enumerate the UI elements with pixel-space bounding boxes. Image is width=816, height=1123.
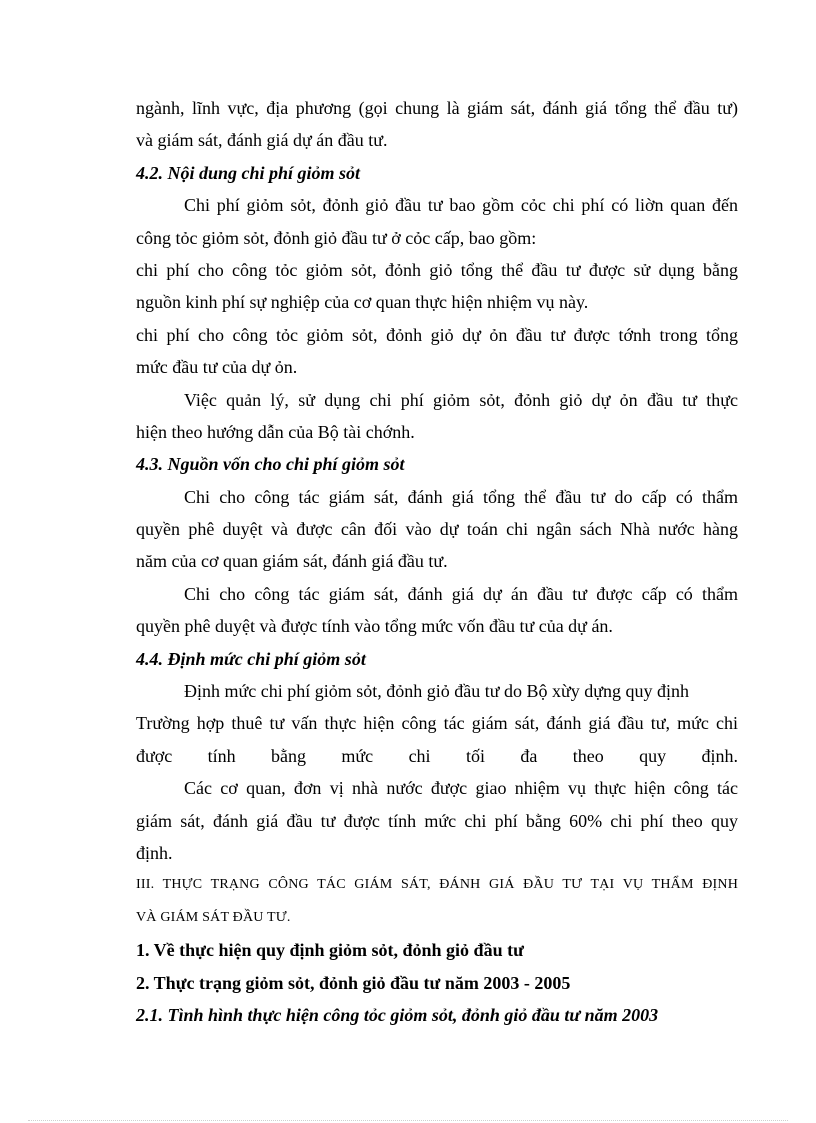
section-heading-1: 1. Về thực hiện quy định giỏm sỏt, đỏnh giỏ đầu tư	[136, 940, 524, 961]
body-text-line: hiện theo hướng dẫn của Bộ tài chớnh.	[136, 421, 415, 442]
body-text-line: định.	[136, 842, 173, 863]
section-heading-2: 2. Thực trạng giỏm sỏt, đỏnh giỏ đầu tư năm 2003 - 2005	[136, 972, 571, 993]
body-text-line: nguồn kinh phí sự nghiệp của cơ quan thực hiện nhiệm vụ này.	[136, 292, 589, 313]
chapter-heading-iii-cont: VÀ GIÁM SÁT ĐẦU TƯ.	[136, 909, 291, 925]
body-text-line: và giám sát, đánh giá dự án đầu tư.	[136, 130, 388, 151]
body-text-line: Định mức chi phí giỏm sỏt, đỏnh giỏ đầu tư do Bộ xừy dựng quy định	[184, 681, 690, 702]
body-text-line: Trường hợp thuê tư vấn thực hiện công tác giám sát, đánh giá đầu tư, mức chi	[136, 713, 738, 734]
body-text-line: Chi cho công tác giám sát, đánh giá dự án đầu tư được cấp có thẩm	[184, 583, 738, 604]
body-text-line: Việc quản lý, sử dụng chi phí giỏm sỏt, đỏnh giỏ dự ỏn đầu tư thực	[184, 389, 738, 410]
body-text-line: Chi cho công tác giám sát, đánh giá tổng thể đầu tư do cấp có thẩm	[184, 486, 738, 507]
section-heading-4-4: 4.4. Định mức chi phí giỏm sỏt	[136, 648, 366, 669]
body-text-line: ngành, lĩnh vực, địa phương (gọi chung là giám sát, đánh giá tổng thể đầu tư)	[136, 98, 738, 118]
body-text-line: Các cơ quan, đơn vị nhà nước được giao nhiệm vụ thực hiện công tác	[184, 778, 738, 799]
body-text-line: công tỏc giỏm sỏt, đỏnh giỏ đầu tư ở cỏc cấp, bao gồm:	[136, 227, 537, 248]
body-text-line: năm của cơ quan giám sát, đánh giá đầu tư.	[136, 551, 448, 572]
body-text-line: Chi phí giỏm sỏt, đỏnh giỏ đầu tư bao gồm cỏc chi phí có liờn quan đến	[184, 195, 738, 216]
chapter-heading-iii: III. THỰC TRẠNG CÔNG TÁC GIÁM SÁT, ĐÁNH GIÁ ĐẦU TƯ TẠI VỤ THẨM ĐỊNH	[136, 877, 738, 893]
body-text-line: quyền phê duyệt và được tính vào tổng mức vốn đầu tư của dự án.	[136, 616, 613, 637]
section-heading-2-1: 2.1. Tình hình thực hiện công tỏc giỏm sỏt, đỏnh giỏ đầu tư năm 2003	[136, 1004, 659, 1025]
body-text-line: được tính bằng mức chi tối đa theo quy định.	[136, 745, 738, 766]
section-heading-4-3: 4.3. Nguồn vốn cho chi phí giỏm sỏt	[136, 454, 405, 475]
body-text-line: chi phí cho công tỏc giỏm sỏt, đỏnh giỏ tổng thể đầu tư được sử dụng bằng	[136, 259, 738, 280]
section-heading-4-2: 4.2. Nội dung chi phí giỏm sỏt	[136, 162, 361, 183]
body-text-line: mức đầu tư của dự ỏn.	[136, 357, 298, 378]
body-text-line: chi phí cho công tỏc giỏm sỏt, đỏnh giỏ dự ỏn đầu tư được tớnh trong tổng	[136, 324, 738, 345]
page-bottom-divider	[28, 1120, 788, 1121]
body-text-line: quyền phê duyệt và được cân đối vào dự toán chi ngân sách Nhà nước hàng	[136, 519, 738, 540]
body-text-line: giám sát, đánh giá đầu tư được tính mức chi phí bằng 60% chi phí theo quy	[136, 810, 738, 831]
document-body	[136, 92, 738, 1031]
